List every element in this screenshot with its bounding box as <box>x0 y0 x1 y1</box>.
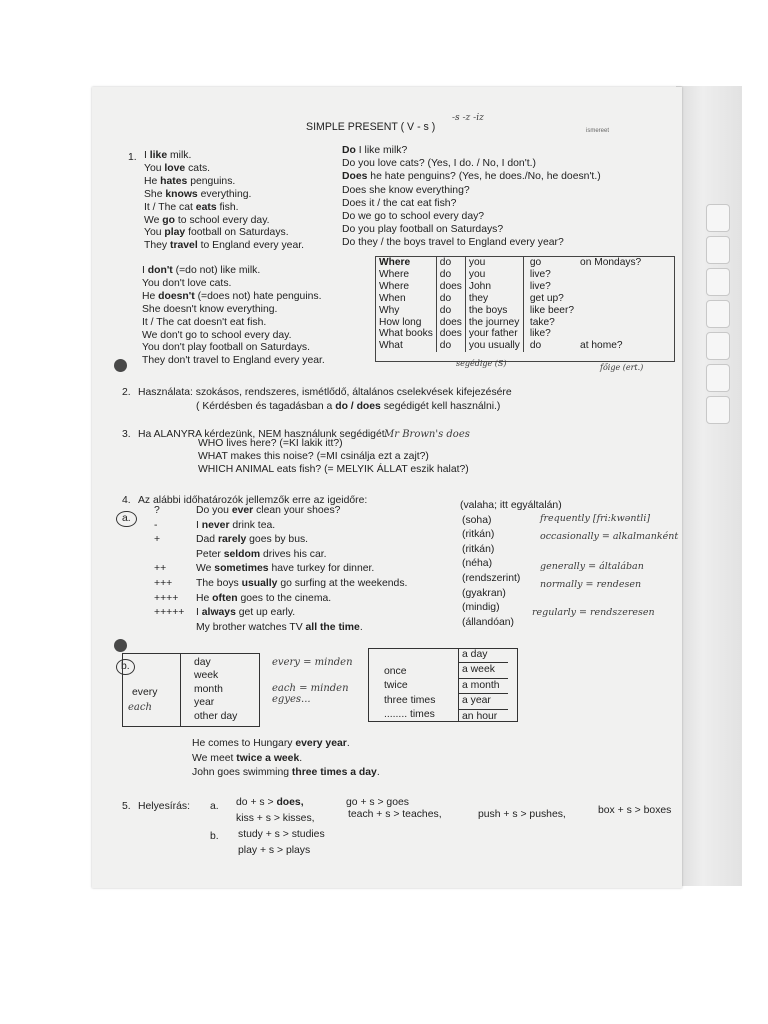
handwritten-each-note: each = minden egyes... <box>272 683 349 705</box>
hungarian-gloss: (rendszerint) <box>462 573 521 584</box>
adverb-example: Peter seldom drives his car. <box>196 548 327 560</box>
keyboard-key <box>706 268 730 296</box>
question-table-cell: When <box>379 292 406 304</box>
text-line: John goes swimming three times a day. <box>192 767 380 779</box>
text-line: You don't love cats. <box>142 277 232 289</box>
handwritten-synonym: generally = általában <box>540 561 644 572</box>
part-a-label: a. <box>116 511 137 527</box>
question-table-row <box>376 328 644 340</box>
question-list <box>342 144 601 250</box>
handwritten-synonym: frequently [fri:kwəntli] <box>540 513 651 524</box>
question-word-table <box>376 257 644 352</box>
frequency-examples <box>192 737 380 781</box>
question-table-cell <box>577 269 644 281</box>
keyboard-key <box>706 204 730 232</box>
adverb-example: Do you ever clean your shoes? <box>196 505 341 516</box>
question-table-cell: does <box>436 281 465 293</box>
spelling-part-a: a. <box>210 801 219 812</box>
adverb-example: Dad rarely goes by bus. <box>196 534 309 546</box>
question-table-cell: the journey <box>465 317 523 329</box>
question-table-cell: do <box>436 269 465 281</box>
question-table-cell: you usually <box>465 340 523 352</box>
text-line: three times <box>384 694 436 706</box>
question-table-cell: take? <box>523 317 577 329</box>
part-b-label: b. <box>116 659 135 675</box>
text-line: an hour <box>462 710 498 722</box>
text-line: Does he hate penguins? (Yes, he does./No, he doesn't.) <box>342 171 601 183</box>
handwritten-example: Mr Brown's does <box>384 429 470 440</box>
spelling-label: Helyesírás: <box>138 801 190 812</box>
frequency-mark: - <box>154 519 158 531</box>
negative-list <box>142 265 325 368</box>
question-table-cell: do <box>436 257 465 269</box>
keyboard-key <box>706 300 730 328</box>
text-line: She knows everything. <box>144 188 252 200</box>
question-table-cell: go <box>523 257 577 269</box>
handwritten-main-verb-note: főige (ert.) <box>600 363 644 372</box>
text-line: Do I like milk? <box>342 145 408 156</box>
text-line: You play football on Saturdays. <box>144 227 289 239</box>
text-line: twice <box>384 680 408 692</box>
adverb-example: The boys usually go surfing at the weekends. <box>196 578 408 589</box>
spelling-rule: do + s > does, <box>236 797 304 808</box>
text-line: I don't (=do not) like milk. <box>142 265 261 276</box>
question-table-cell: do <box>436 340 465 352</box>
question-table-cell: does <box>436 317 465 329</box>
question-table-cell <box>577 293 644 305</box>
hungarian-gloss: (néha) <box>462 558 493 570</box>
text-line: I like milk. <box>144 150 192 161</box>
text-line: They don't travel to England every year. <box>142 355 325 367</box>
adverb-example: My brother watches TV all the time. <box>196 621 363 633</box>
subject-question-rule: Ha ALANYRA kérdezünk, NEM használunk segédigét. <box>138 429 388 440</box>
text-line: He hates penguins. <box>144 175 236 187</box>
keyboard-key <box>706 236 730 264</box>
spelling-rule: play + s > plays <box>238 845 311 856</box>
question-table-cell: live? <box>523 269 577 281</box>
question-table-row <box>376 257 644 269</box>
every-word: every <box>132 687 158 698</box>
section-number: 2. <box>122 387 131 398</box>
text-line: Does she know everything? <box>342 184 470 196</box>
question-table-row <box>376 305 644 317</box>
frequency-counts <box>384 665 435 723</box>
section-number: 1. <box>128 152 137 163</box>
text-line: once <box>384 666 407 677</box>
keyboard-key <box>706 332 730 360</box>
question-table-cell: What books <box>379 328 433 340</box>
hungarian-gloss: (valaha; itt egyáltalán) <box>460 500 562 511</box>
text-line: a week <box>458 663 508 678</box>
text-line: Does it / the cat eat fish? <box>342 197 457 209</box>
question-table-row <box>376 293 644 305</box>
hungarian-gloss: (ritkán) <box>462 543 495 555</box>
question-table-cell: What <box>379 340 403 352</box>
text-line: It / The cat eats fish. <box>144 201 239 213</box>
frequency-mark: + <box>154 534 161 546</box>
text-line: They travel to England every year. <box>144 240 305 252</box>
question-table-cell: they <box>465 293 523 305</box>
section-number: 4. <box>122 495 131 506</box>
question-table-cell: Where <box>379 257 411 268</box>
text-line: day <box>194 657 211 668</box>
question-table-cell: Why <box>379 304 400 316</box>
worksheet-page <box>92 87 682 888</box>
frequency-mark: +++ <box>154 578 173 589</box>
spelling-rule: push + s > pushes, <box>478 809 566 820</box>
question-table-cell: John <box>465 281 523 293</box>
question-table-row <box>376 317 644 329</box>
adverb-example: We sometimes have turkey for dinner. <box>196 563 375 575</box>
adverb-example: I never drink tea. <box>196 519 276 531</box>
every-box-divider <box>180 653 181 726</box>
hungarian-gloss: (mindig) <box>462 602 500 614</box>
hungarian-gloss: (állandóan) <box>462 616 514 628</box>
handwritten-synonym: regularly = rendszeresen <box>532 607 655 618</box>
text-line: a year <box>458 694 508 709</box>
question-table-cell <box>577 317 644 329</box>
text-line: week <box>194 670 219 682</box>
text-line: Do we go to school every day? <box>342 211 485 223</box>
question-table-cell: How long <box>379 316 422 328</box>
text-line: Do you love cats? (Yes, I do. / No, I don't.) <box>342 158 536 170</box>
hungarian-gloss: (soha) <box>462 514 492 526</box>
spelling-rule: go + s > goes <box>346 797 409 808</box>
text-line: a day <box>458 648 508 663</box>
corner-note: ismereet <box>586 128 610 134</box>
hungarian-gloss: (ritkán) <box>462 529 495 541</box>
text-line: a month <box>458 679 508 694</box>
subject-question-examples <box>198 437 469 476</box>
adverb-intro: Az alábbi időhatározók jellemzők erre az igeidőre: <box>138 495 368 506</box>
usage-line: Használata: szokásos, rendszeres, ismétlődő, általános cselekvések kifejezésére <box>138 387 512 398</box>
spelling-rule: study + s > studies <box>238 829 325 840</box>
text-line: He comes to Hungary every year. <box>192 738 350 749</box>
text-line: He doesn't (=does not) hate penguins. <box>142 290 322 302</box>
hungarian-gloss: (gyakran) <box>462 587 506 599</box>
text-line: It / The cat doesn't eat fish. <box>142 316 267 328</box>
question-table-cell <box>577 328 644 340</box>
question-table-cell: get up? <box>523 293 577 305</box>
punch-hole <box>114 359 127 372</box>
question-table-cell: do <box>436 305 465 317</box>
question-table-row <box>376 269 644 281</box>
adverb-example: He often goes to the cinema. <box>196 592 332 604</box>
spelling-rule: kiss + s > kisses, <box>236 813 315 824</box>
handwritten-synonym: occasionally = alkalmanként <box>540 531 679 542</box>
question-table-cell: your father <box>465 328 523 340</box>
handwritten-auxiliary-note: segédige (S) <box>456 359 507 368</box>
question-table-cell: on Mondays? <box>580 257 642 268</box>
question-table-cell: the boys <box>465 305 523 317</box>
affirmative-list <box>144 150 304 253</box>
question-table-cell: do <box>436 293 465 305</box>
text-line: month <box>194 683 223 695</box>
question-table-cell: do <box>523 340 577 352</box>
question-table-cell <box>577 305 644 317</box>
page-title: SIMPLE PRESENT ( V - s ) <box>306 121 436 133</box>
text-line: You don't play football on Saturdays. <box>142 342 310 354</box>
usage-note: ( Kérdésben és tagadásban a do / does segédigét kell használni.) <box>196 401 501 412</box>
handwritten-each: each <box>128 702 152 713</box>
frequency-periods <box>458 648 508 724</box>
frequency-mark: ? <box>154 505 160 516</box>
text-line: We don't go to school every day. <box>142 329 292 341</box>
question-table-cell: like beer? <box>523 305 577 317</box>
text-line: We go to school every day. <box>144 214 270 226</box>
spelling-rule: box + s > boxes <box>598 805 672 816</box>
question-table-cell: Where <box>379 280 410 292</box>
question-table-cell: you <box>465 257 523 269</box>
question-table-cell: at home? <box>580 340 623 352</box>
question-table-cell: you <box>465 269 523 281</box>
text-line: Do you play football on Saturdays? <box>342 224 504 236</box>
text-line: ........ times <box>384 709 435 721</box>
keyboard-backdrop <box>676 86 742 886</box>
question-table-row <box>376 340 644 352</box>
section-number: 3. <box>122 429 131 440</box>
text-line: year <box>194 697 215 709</box>
question-table-cell: live? <box>523 281 577 293</box>
text-line: WHAT makes this noise? (=MI csinálja ezt a zajt?) <box>198 451 429 462</box>
punch-hole <box>114 639 127 652</box>
frequency-mark: ++ <box>154 563 167 575</box>
question-table-row <box>376 281 644 293</box>
text-line: other day <box>194 710 238 722</box>
text-line: Do they / the boys travel to England every year? <box>342 237 564 249</box>
every-items <box>194 656 237 723</box>
text-line: You love cats. <box>144 162 211 174</box>
text-line: We meet twice a week. <box>192 752 303 764</box>
text-line: WHO lives here? (=KI lakik itt?) <box>198 438 343 449</box>
handwritten-synonym: normally = rendesen <box>540 579 642 590</box>
question-table-cell: does <box>436 328 465 340</box>
spelling-part-b: b. <box>210 831 219 842</box>
question-table-cell: Where <box>379 268 410 280</box>
text-line: She doesn't know everything. <box>142 303 278 315</box>
frequency-mark: ++++ <box>154 592 179 604</box>
frequency-mark: +++++ <box>154 607 185 619</box>
keyboard-key <box>706 364 730 392</box>
question-table-cell <box>577 281 644 293</box>
handwritten-suffix-note: -s -z -iz <box>452 113 484 123</box>
keyboard-key <box>706 396 730 424</box>
section-number: 5. <box>122 801 131 812</box>
text-line: WHICH ANIMAL eats fish? (= MELYIK ÁLLAT eszik halat?) <box>198 464 469 475</box>
spelling-rule: teach + s > teaches, <box>348 809 442 820</box>
question-table-cell: like? <box>523 328 577 340</box>
handwritten-every-note: every = minden <box>272 657 353 668</box>
adverb-example: I always get up early. <box>196 607 296 619</box>
